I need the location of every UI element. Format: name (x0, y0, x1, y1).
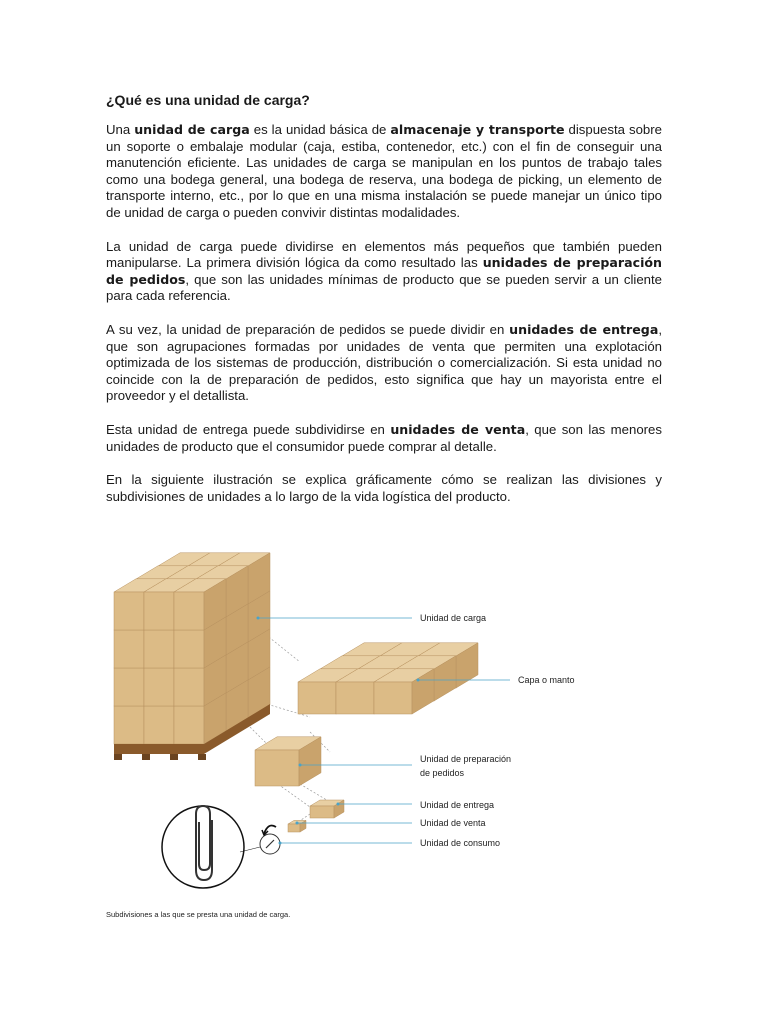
layer-box (374, 682, 412, 714)
pallet-leg (114, 754, 122, 760)
pallet-load-graphic (114, 553, 270, 760)
illustration-svg (100, 552, 660, 912)
label-prep-1: Unidad de preparación (420, 754, 512, 764)
bold-term: unidad de carga (134, 122, 250, 137)
pallet-leg (142, 754, 150, 760)
document-body (106, 92, 662, 522)
label-unidad-carga: Unidad de carga (420, 613, 487, 623)
layer-box (336, 682, 374, 714)
paperclip-magnifier-graphic (162, 806, 280, 888)
text-run: A su vez, la unidad de preparación de pedidos se puede dividir en (106, 321, 510, 337)
text-run: , que son las menores unidades de producto que el consumidor puede comprar al detalle. (106, 421, 662, 454)
paragraph-3 (106, 322, 662, 405)
label-entrega: Unidad de entrega (420, 800, 495, 810)
carton-box (144, 592, 174, 630)
pallet-leg (198, 754, 206, 760)
text-run: La unidad de carga puede dividirse en elementos más pequeños que también pueden manipularse. La primera división lógica da como resultado las (106, 238, 662, 271)
carton-box (114, 592, 144, 630)
paragraph-1 (106, 122, 662, 222)
delivery-unit-graphic (310, 800, 344, 818)
paragraph-5 (106, 472, 662, 505)
carton-box (174, 668, 204, 706)
text-run: es la unidad básica de (249, 122, 391, 137)
label-consumo: Unidad de consumo (420, 838, 501, 848)
layer-graphic (298, 643, 478, 714)
sale-box (288, 824, 300, 832)
carton-box (144, 706, 174, 744)
carton-box (174, 706, 204, 744)
pallet-leg (170, 754, 178, 760)
carton-box (114, 630, 144, 668)
carton-box (144, 668, 174, 706)
text-run: Una (106, 122, 135, 137)
text-run: En la siguiente ilustración se explica gráficamente cómo se realizan las divisiones y subdivisiones de unidades a lo largo de la vida logística del producto. (106, 472, 662, 504)
delivery-box (310, 806, 334, 818)
bold-term: unidades de entrega (509, 321, 659, 337)
text-run: , que son agrupaciones formadas por unidades de venta que permiten una explotación optimizada de los sistemas de producción, distribución o comercialización. Si esta unidad no coincide con la de preparación de pedidos, esto significa que hay un mayorista entre el proveedor y el detallista. (106, 321, 662, 404)
label-venta: Unidad de venta (420, 818, 486, 828)
label-prep-2: de pedidos (420, 768, 465, 778)
carton-box (174, 592, 204, 630)
paragraph-4 (106, 422, 662, 455)
carton-box (144, 630, 174, 668)
text-run: dispuesta sobre un soporte o embalaje modular (caja, estiba, contenedor, etc.) con el fin de conseguir una manutención eficiente. Las unidades de carga se manipulan en los puntos de trabajo tales como una bodega general, una bodega de reserva, una bodega de picking, un elemento de transporte interno, etc., por lo que en una misma instalación se puede manejar un único tipo de unidad de carga o pueden convivir distintas modalidades. (106, 122, 662, 220)
figure-caption: Subdivisiones a las que se presta una unidad de carga. (106, 910, 291, 919)
text-run: , que son las unidades mínimas de producto que se pueden servir a un cliente para cada referencia. (106, 271, 662, 304)
bold-term: unidades de preparación de pedidos (106, 255, 663, 287)
carton-box (114, 668, 144, 706)
label-capa: Capa o manto (518, 675, 575, 685)
bold-term: almacenaje y transporte (390, 122, 565, 137)
order-prep-box-graphic (255, 737, 321, 786)
paragraph-2 (106, 239, 662, 305)
carton-box (174, 630, 204, 668)
page-title: ¿Qué es una unidad de carga? (106, 92, 310, 108)
bold-term: unidades de venta (390, 421, 526, 437)
prep-box (255, 750, 299, 786)
text-run: Esta unidad de entrega puede subdividirse en (106, 421, 391, 437)
carton-box (114, 706, 144, 744)
load-unit-illustration (100, 552, 660, 912)
layer-box (298, 682, 336, 714)
